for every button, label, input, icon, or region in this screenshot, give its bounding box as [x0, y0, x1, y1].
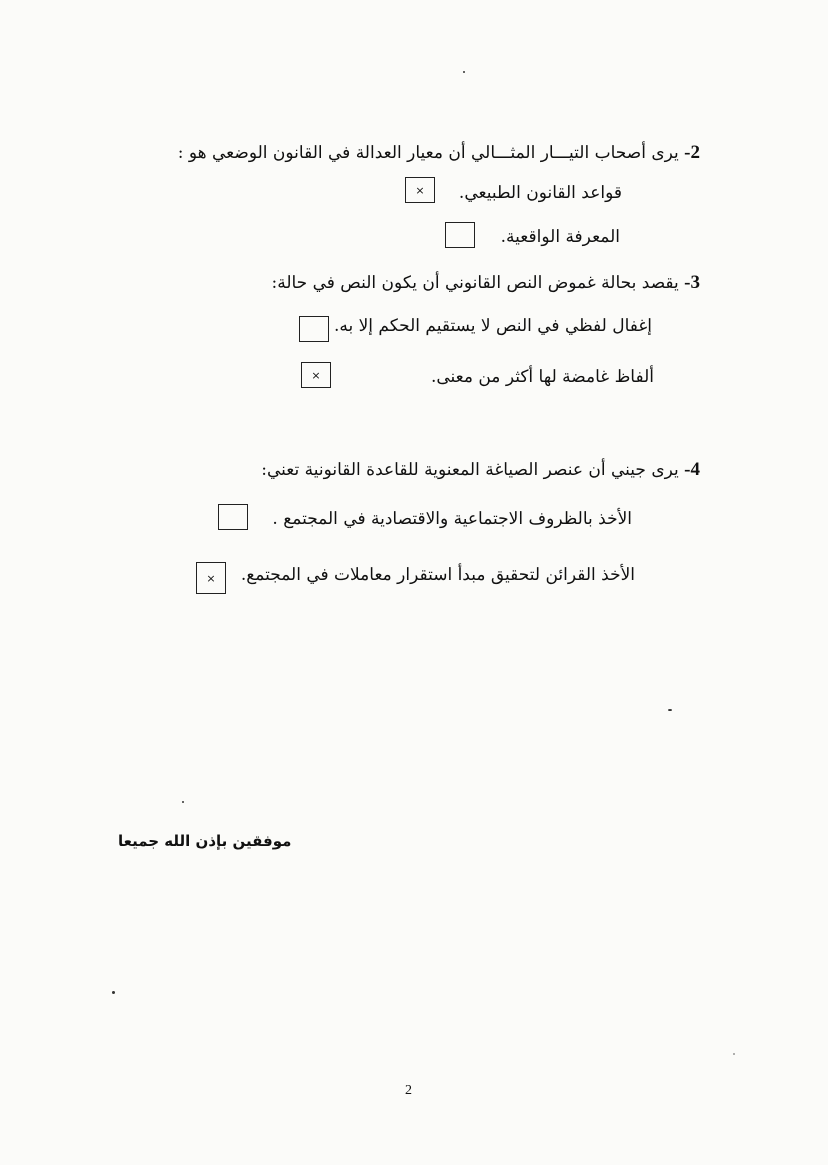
question-number: 4-: [684, 459, 700, 480]
question-text: يرى أصحاب التيـــار المثـــالي أن معيار العدالة في القانون الوضعي هو :: [177, 143, 679, 163]
option-text: ألفاظ غامضة لها أكثر من معنى.: [430, 367, 654, 387]
question-2: [178, 142, 700, 164]
option-text: إغفال لفظي في النص لا يستقيم الحكم إلا به.: [333, 316, 652, 336]
answer-checkbox[interactable]: ×: [405, 177, 435, 203]
question-number: 3-: [684, 272, 700, 293]
scan-speck: [668, 709, 672, 711]
option-text: قواعد القانون الطبيعي.: [458, 183, 622, 203]
page-number: 2: [405, 1083, 412, 1098]
question-number: 2-: [684, 142, 700, 163]
option-text: المعرفة الواقعية.: [500, 227, 620, 247]
scan-speck: [112, 991, 115, 994]
answer-checkbox[interactable]: ×: [301, 362, 331, 388]
scan-speck: [463, 71, 465, 73]
scan-speck: [182, 801, 184, 803]
scan-speck: [733, 1053, 735, 1055]
answer-checkbox[interactable]: ×: [196, 562, 226, 594]
question-text: يقصد بحالة غموض النص القانوني أن يكون النص في حالة:: [271, 273, 679, 293]
answer-checkbox[interactable]: [218, 504, 248, 530]
option-text: الأخذ بالظروف الاجتماعية والاقتصادية في المجتمع .: [272, 509, 632, 529]
question-4: [261, 459, 700, 481]
option-text: الأخذ القرائن لتحقيق مبدأ استقرار معاملات في المجتمع.: [240, 565, 635, 585]
question-3: [271, 272, 700, 294]
closing-wish: موفقين بإذن الله جميعا: [118, 832, 292, 850]
question-text: يرى جيني أن عنصر الصياغة المعنوية للقاعدة القانونية تعني:: [261, 460, 679, 480]
answer-checkbox[interactable]: [299, 316, 329, 342]
answer-checkbox[interactable]: [445, 222, 475, 248]
